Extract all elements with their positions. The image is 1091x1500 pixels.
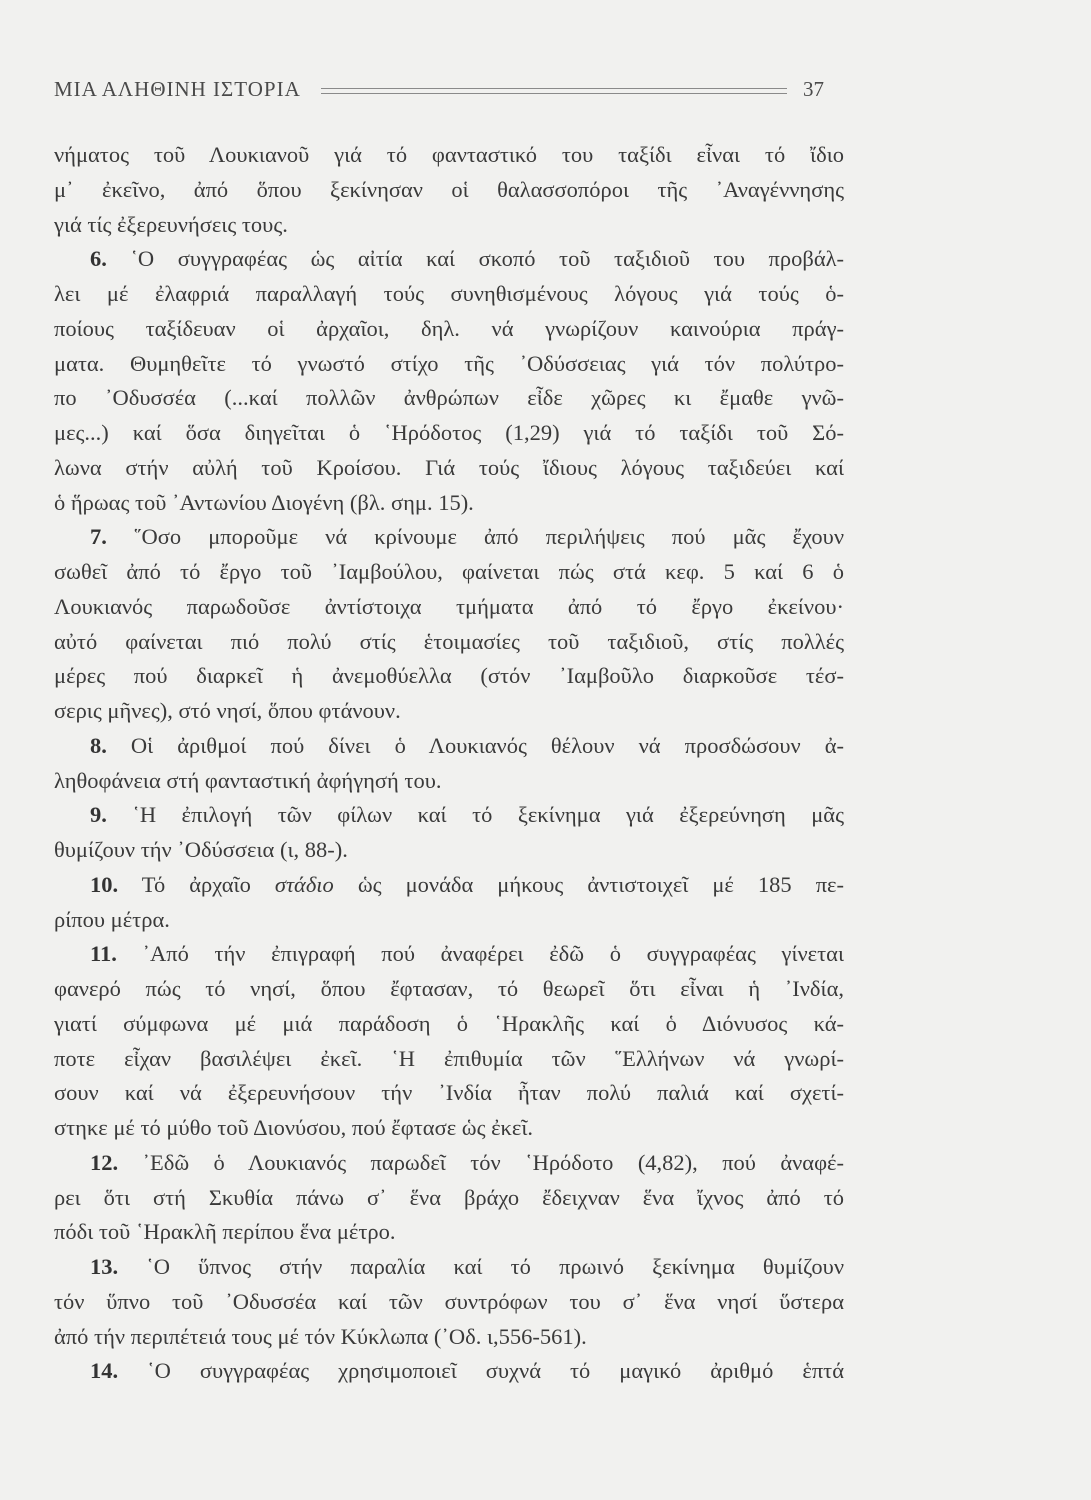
- text-line: [54, 659, 844, 694]
- text-line: [54, 1076, 844, 1111]
- running-title: ΜΙΑ ΑΛΗΘΙΝΗ ΙΣΤΟΡΙΑ: [54, 76, 301, 101]
- line-text: σουν καί νά ἐξερευνήσουν τήν ᾽Ινδία ἦταν πολύ παλιά καί σχετί-: [54, 1080, 844, 1106]
- note-first-line: [54, 729, 844, 764]
- line-text: μέρες πού διαρκεῖ ἡ ἀνεμοθύελλα (στόν ᾽Ιαμβοῦλο διαρκοῦσε τέσ-: [54, 663, 844, 689]
- text-line: [54, 1111, 844, 1146]
- text-line: [54, 972, 844, 1007]
- note-first-line: [54, 937, 844, 972]
- note-first-line: [54, 868, 844, 903]
- line-text: ῾Η ἐπιλογή τῶν φίλων καί τό ξεκίνημα γιά ἐξερεύνηση μᾶς: [132, 802, 844, 828]
- text-line: [54, 1320, 844, 1355]
- text-line: [54, 625, 844, 660]
- line-text: αὐτό φαίνεται πιό πολύ στίς ἑτοιμασίες τοῦ ταξιδιοῦ, στίς πολλές: [54, 628, 844, 654]
- line-text: ρει ὅτι στή Σκυθία πάνω σ᾽ ἕνα βράχο ἔδειχναν ἕνα ἴχνος ἀπό τό: [54, 1184, 844, 1210]
- note-number: 6.: [90, 246, 107, 272]
- line-text: τόν ὕπνο τοῦ ᾽Οδυσσέα καί τῶν συντρόφων του σ᾽ ἕνα νησί ὕστερα: [54, 1288, 844, 1314]
- line-text: μ᾽ ἐκεῖνο, ἀπό ὅπου ξεκίνησαν οἱ θαλασσοπόροι τῆς ᾽Αναγέννησης: [54, 176, 844, 202]
- note-first-line: [54, 242, 844, 277]
- note-first-line: [54, 798, 844, 833]
- text-line: [54, 486, 844, 521]
- line-text: λει μέ ἐλαφριά παραλλαγή τούς συνηθισμένους λόγους γιά τούς ὁ-: [54, 281, 844, 306]
- line-text: θυμίζουν τήν ᾽Οδύσσεια (ι, 88-).: [54, 837, 348, 862]
- note-number: 12.: [90, 1149, 119, 1175]
- line-text: ῾Ο ὕπνος στήν παραλία καί τό πρωινό ξεκίνημα θυμίζουν: [146, 1254, 844, 1279]
- text-line: [54, 764, 844, 799]
- text-line: [54, 347, 844, 382]
- line-text: Οἱ ἀριθμοί πού δίνει ὁ Λουκιανός θέλουν νά προσδώσουν ἀ-: [130, 732, 844, 758]
- line-text: πο ᾽Οδυσσέα (...καί πολλῶν ἀνθρώπων εἶδε χῶρες κι ἔμαθε γνῶ-: [54, 385, 844, 411]
- header-rule: [321, 88, 787, 94]
- line-text: γιά τίς ἐξερευνήσεις τους.: [54, 211, 288, 237]
- line-text: ληθοφάνεια στή φανταστική ἀφήγησή του.: [54, 767, 442, 793]
- text-line: [54, 208, 844, 243]
- text-line: [54, 903, 844, 938]
- line-text: στηκε μέ τό μύθο τοῦ Διονύσου, πού ἔφτασε ὡς ἐκεῖ.: [54, 1115, 534, 1140]
- text-line: [54, 694, 844, 729]
- line-text: ποίους ταξίδευαν οἱ ἀρχαῖοι, δηλ. νά γνωρίζουν καινούρια πράγ-: [54, 315, 844, 341]
- line-text: ματα. Θυμηθεῖτε τό γνωστό στίχο τῆς ᾽Οδύσσειας γιά τόν πολύτρο-: [54, 350, 844, 376]
- notes-text: [54, 138, 844, 1389]
- text-line: [54, 555, 844, 590]
- note-number: 10.: [90, 871, 119, 897]
- text-line: [54, 1042, 844, 1077]
- line-text: ποτε εἶχαν βασιλέψει ἐκεῖ. ῾Η ἐπιθυμία τῶν ῞Ελλήνων νά γνωρί-: [54, 1045, 844, 1071]
- text-line: [54, 381, 844, 416]
- text-line: [54, 590, 844, 625]
- line-text: μες...) καί ὅσα διηγεῖται ὁ ῾Ηρόδοτος (1,29) γιά τό ταξίδι τοῦ Σό-: [54, 420, 844, 445]
- line-text: Τό ἀρχαῖο: [141, 871, 275, 897]
- line-text: ᾽Εδῶ ὁ Λουκιανός παρωδεῖ τόν ῾Ηρόδοτο (4,82), πού ἀναφέ-: [142, 1149, 845, 1175]
- line-text: φανερό πώς τό νησί, ὅπου ἔφτασαν, τό θεωρεῖ ὅτι εἶναι ἡ ᾽Ινδία,: [54, 976, 844, 1001]
- note-number: 8.: [90, 732, 107, 758]
- line-text: ῾Ο συγγραφέας χρησιμοποιεῖ συχνά τό μαγικό ἀριθμό ἑπτά: [147, 1358, 845, 1384]
- note-first-line: [54, 1146, 844, 1181]
- text-line: [54, 1007, 844, 1042]
- note-number: 11.: [90, 941, 117, 967]
- text-line: [54, 277, 844, 312]
- line-text: γιατί σύμφωνα μέ μιά παράδοση ὁ ῾Ηρακλῆς καί ὁ Διόνυσος κά-: [54, 1010, 844, 1036]
- note-number: 9.: [90, 802, 107, 828]
- italic-term: στάδιο: [274, 871, 334, 897]
- line-text: Λουκιανός παρωδοῦσε ἀντίστοιχα τμήματα ἀπό τό ἔργο ἐκείνου·: [54, 593, 844, 619]
- line-text: σωθεῖ ἀπό τό ἔργο τοῦ ᾽Ιαμβούλου, φαίνεται πώς στά κεφ. 5 καί 6 ὁ: [54, 559, 844, 584]
- line-text: ῞Οσο μποροῦμε νά κρίνουμε ἀπό περιλήψεις πού μᾶς ἔχουν: [134, 524, 844, 550]
- note-number: 14.: [90, 1358, 119, 1384]
- line-text: ῾Ο συγγραφέας ὡς αἰτία καί σκοπό τοῦ ταξιδιοῦ του προβάλ-: [130, 246, 845, 272]
- text-line: [54, 1215, 844, 1250]
- note-number: 13.: [90, 1254, 119, 1279]
- running-head: [54, 72, 824, 106]
- line-text: ρίπου μέτρα.: [54, 906, 170, 932]
- text-line: [54, 416, 844, 451]
- note-first-line: [54, 1250, 844, 1285]
- text-line: [54, 1285, 844, 1320]
- line-text: ἀπό τήν περιπέτειά τους μέ τόν Κύκλωπα (᾽Οδ. ι,556-561).: [54, 1323, 587, 1349]
- page-number: 37: [803, 76, 824, 101]
- text-line: [54, 1181, 844, 1216]
- note-number: 7.: [90, 524, 107, 550]
- text-line: [54, 451, 844, 486]
- text-line: [54, 138, 844, 173]
- line-text: νήματος τοῦ Λουκιανοῦ γιά τό φανταστικό του ταξίδι εἶναι τό ἴδιο: [54, 142, 844, 167]
- line-text: σερις μῆνες), στό νησί, ὅπου φτάνουν.: [54, 698, 401, 723]
- line-text: ὁ ἥρωας τοῦ ᾽Αντωνίου Διογένη (βλ. σημ. 15).: [54, 489, 474, 515]
- line-text: πόδι τοῦ ῾Ηρακλῆ περίπου ἕνα μέτρο.: [54, 1219, 396, 1245]
- text-line: [54, 312, 844, 347]
- note-first-line: [54, 1354, 844, 1389]
- line-text: ὡς μονάδα μήκους ἀντιστοιχεῖ μέ 185 πε-: [333, 871, 845, 897]
- text-line: [54, 833, 844, 868]
- text-line: [54, 173, 844, 208]
- line-text: ᾽Από τήν ἐπιγραφή πού ἀναφέρει ἐδῶ ὁ συγγραφέας γίνεται: [142, 941, 844, 967]
- note-first-line: [54, 520, 844, 555]
- line-text: λωνα στήν αὐλή τοῦ Κροίσου. Γιά τούς ἴδιους λόγους ταξιδεύει καί: [54, 454, 844, 480]
